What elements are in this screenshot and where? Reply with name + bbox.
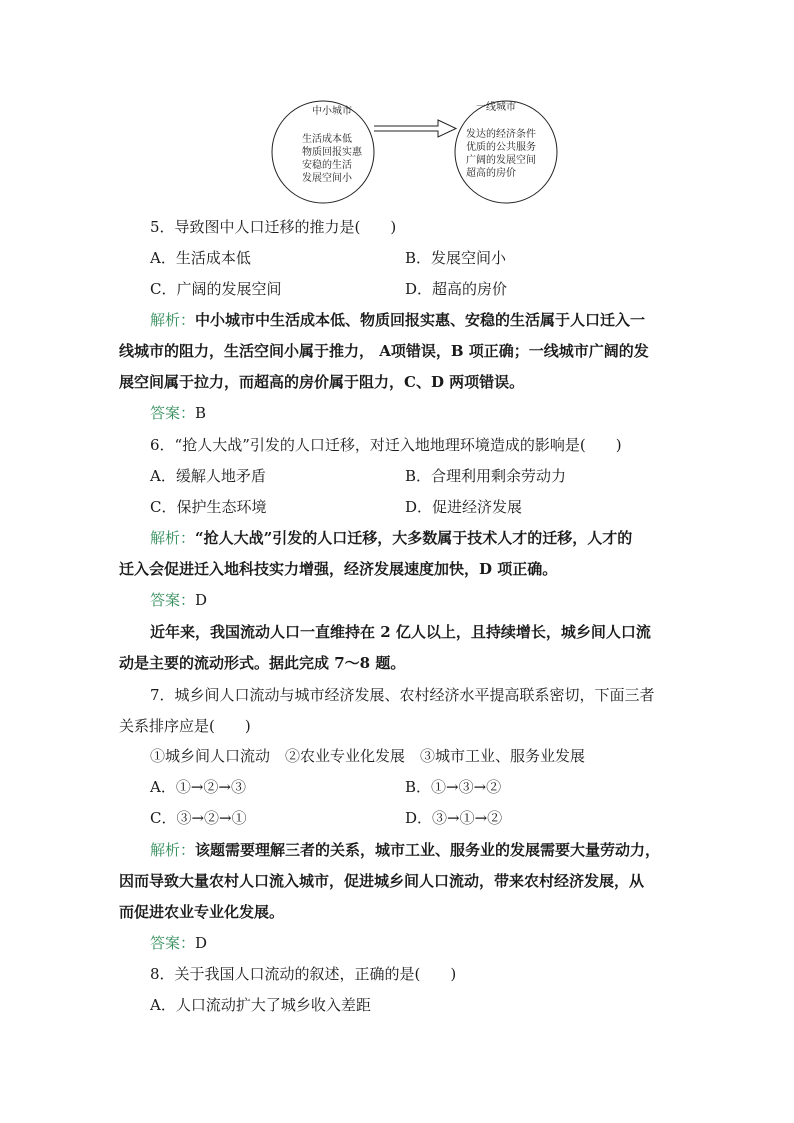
small-city-factor: 发展空间小 (302, 173, 352, 184)
big-city-factor: 优质的公共服务 (466, 142, 536, 153)
q7-analysis-line (150, 840, 660, 860)
big-city-factor: 广阔的发展空间 (466, 155, 536, 166)
q7-option-d: D．③→①→② (405, 809, 503, 827)
q7-items: ①城乡间人口流动 ②农业专业化发展 ③城市工业、服务业发展 (150, 747, 586, 765)
small-city-title: 中小城市 (312, 106, 352, 117)
q7-option-c: C．③→②→① (150, 809, 247, 827)
q6-analysis-line (150, 528, 632, 548)
small-city-factors (302, 133, 362, 185)
answer-value: D (195, 934, 208, 952)
big-city-title: 一线城市 (476, 102, 516, 113)
q6-stem: 6．“抢人大战”引发的人口迁移，对迁入地地理环境造成的影响是( ) (150, 436, 622, 454)
intro-line: 动是主要的流动形式。据此完成 7～8 题。 (119, 654, 406, 672)
big-city-factor: 发达的经济条件 (466, 129, 536, 140)
analysis-text: 该题需要理解三者的关系，城市工业、服务业的发展需要大量劳动力， (195, 841, 661, 859)
answer-label: 答案： (150, 404, 196, 422)
intro-line: 近年来，我国流动人口一直维持在 2 亿人以上，且持续增长，城乡间人口流 (150, 623, 651, 641)
q8-option-a: A．人口流动扩大了城乡收入差距 (150, 996, 371, 1014)
small-city-factor: 物质回报实惠 (302, 147, 362, 158)
q7-stem: 关系排序应是( ) (119, 717, 251, 735)
small-city-factor: 安稳的生活 (302, 160, 352, 171)
q6-answer (150, 590, 207, 610)
answer-value: B (195, 404, 207, 422)
analysis-label: 解析： (150, 311, 196, 329)
q6-option-b: B．合理利用剩余劳动力 (405, 467, 567, 485)
q7-analysis-line: 因而导致大量农村人口流入城市，促进城乡间人口流动，带来农村经济发展，从 (119, 872, 645, 890)
answer-label: 答案： (150, 934, 196, 952)
q5-analysis-line: 线城市的阻力，生活空间小属于推力， A项错误，B 项正确；一线城市广阔的发 (119, 342, 649, 360)
migration-arrow (374, 120, 456, 137)
q5-option-b: B．发展空间小 (405, 249, 507, 267)
q5-answer (150, 403, 206, 423)
q8-stem: 8．关于我国人口流动的叙述，正确的是( ) (150, 965, 457, 983)
q7-option-a: A．①→②→③ (150, 778, 246, 796)
q6-analysis-line: 迁入会促进迁入地科技实力增强，经济发展速度加快，D 项正确。 (119, 560, 558, 578)
q5-option-d: D．超高的房价 (405, 280, 508, 298)
answer-value: D (195, 591, 208, 609)
q5-option-a: A．生活成本低 (150, 249, 251, 267)
migration-diagram (270, 95, 560, 207)
big-city-factors (466, 128, 536, 180)
answer-label: 答案： (150, 591, 196, 609)
q6-option-a: A．缓解人地矛盾 (150, 467, 266, 485)
q6-option-c: C．保护生态环境 (150, 498, 267, 516)
q5-analysis-line: 展空间属于拉力，而超高的房价属于阻力，C、D 两项错误。 (119, 373, 525, 391)
q5-option-c: C．广阔的发展空间 (150, 280, 282, 298)
big-city-factor: 超高的房价 (466, 168, 516, 179)
analysis-label: 解析： (150, 841, 196, 859)
q5-analysis-line (150, 310, 645, 330)
q7-analysis-line: 而促进农业专业化发展。 (119, 903, 285, 921)
q7-answer (150, 933, 207, 953)
q7-option-b: B．①→③→② (405, 778, 502, 796)
small-city-factor: 生活成本低 (302, 134, 352, 145)
analysis-text: “抢人大战”引发的人口迁移，大多数属于技术人才的迁移，人才的 (195, 529, 633, 547)
analysis-text: 中小城市中生活成本低、物质回报实惠、安稳的生活属于人口迁入一 (195, 311, 646, 329)
q5-stem: 5．导致图中人口迁移的推力是( ) (150, 218, 397, 236)
q7-stem: 7．城乡间人口流动与城市经济发展、农村经济水平提高联系密切，下面三者 (150, 686, 655, 704)
q6-option-d: D．促进经济发展 (405, 498, 523, 516)
analysis-label: 解析： (150, 529, 196, 547)
